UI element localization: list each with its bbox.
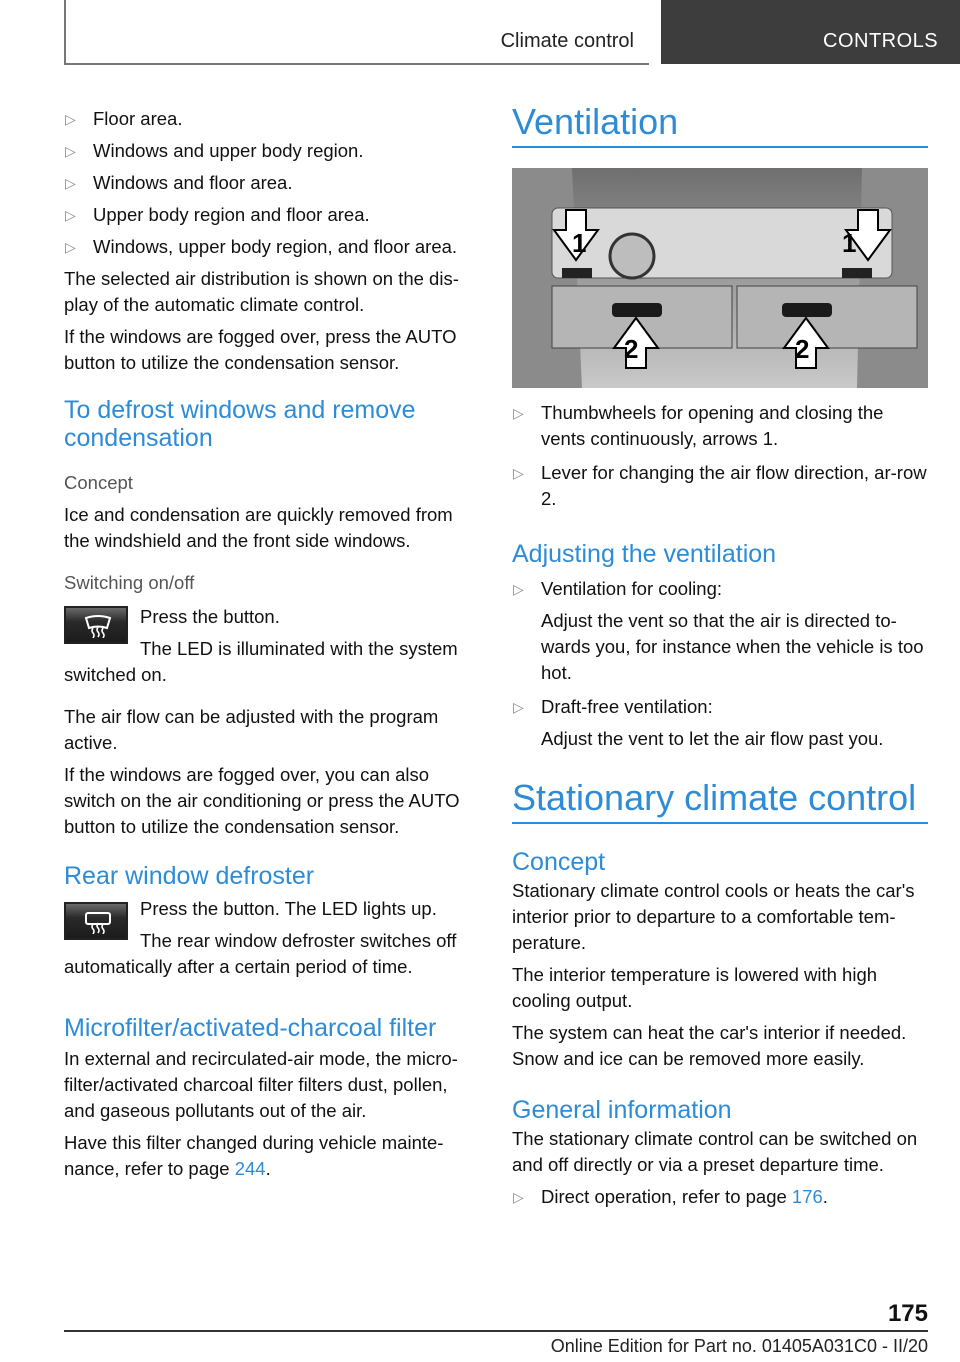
defrost-heading	[64, 396, 480, 452]
callout-2-left: 2	[624, 334, 639, 364]
windshield-defrost-icon	[84, 614, 112, 638]
rear-defroster-block	[64, 896, 480, 980]
bullet-triangle-icon: ▷	[513, 699, 524, 715]
chapter-label: CONTROLS	[823, 30, 939, 52]
defrost-title-line2: condensation	[64, 424, 213, 452]
list-item: ▷ Floor area.	[64, 106, 480, 132]
led-text: The LED is illuminated with the system	[140, 638, 458, 659]
list-item: ▷ Draft-free ventilation: Adjust the vent to let the air flow past you.	[513, 696, 884, 749]
dashboard-vents-illustration	[512, 168, 928, 388]
bullet-triangle-icon: ▷	[513, 1189, 524, 1205]
front-defrost-button-image	[64, 606, 128, 644]
page-link-176[interactable]: 176	[791, 1186, 823, 1207]
bullet-triangle-icon: ▷	[513, 581, 524, 597]
defrost-title-line1: To defrost windows and remove	[64, 396, 416, 424]
switching-heading: Switching on/off	[64, 572, 195, 593]
rear-switches-off-cont: automatically after a certain period of time.	[64, 956, 413, 977]
bullet-triangle-icon: ▷	[65, 239, 76, 255]
defrost-button-block	[64, 604, 480, 688]
ventilation-heading: Ventilation	[512, 101, 679, 142]
paragraph: Stationary climate control cools or heats the car's interior prior to departure to a comfortable tem-perature.	[512, 880, 915, 953]
led-text-cont: switched on.	[64, 664, 167, 685]
list-item: ▷ Windows and upper body region.	[64, 138, 480, 164]
paragraph: In external and recirculated-air mode, the micro-filter/activated charcoal filter filters dust, pollen, and gaseous pollutants out of the air.	[64, 1048, 458, 1121]
paragraph: The selected air distribution is shown on the dis-play of the automatic climate control.	[64, 268, 459, 315]
rear-defrost-button-image	[64, 902, 128, 940]
paragraph: The air flow can be adjusted with the program active.	[64, 706, 439, 753]
bullet-triangle-icon: ▷	[513, 405, 524, 421]
ventilation-photo	[512, 168, 928, 388]
rear-press-text: Press the button. The LED lights up.	[140, 898, 437, 919]
page-link-244[interactable]: 244	[234, 1158, 266, 1179]
paragraph: Ice and condensation are quickly removed from the windshield and the front side windows.	[64, 504, 453, 551]
paragraph: If the windows are fogged over, you can also switch on the air conditioning or press the AUTO button to utilize the condensation sensor.	[64, 764, 460, 837]
rear-defroster-heading: Rear window defroster	[64, 862, 315, 890]
bullet-triangle-icon: ▷	[65, 111, 76, 127]
heading-rule	[512, 822, 928, 824]
list-item: ▷ Lever for changing the air flow direction, ar-row 2.	[513, 462, 927, 509]
list-item: ▷ Upper body region and floor area.	[64, 202, 480, 228]
left-column	[64, 100, 480, 1182]
edition-note: Online Edition for Part no. 01405A031C0 - II/20	[550, 1336, 928, 1356]
header-left-rule	[64, 0, 66, 64]
stationary-heading: Stationary climate control	[512, 777, 917, 818]
list-item: ▷ Direct operation, refer to page 176.	[512, 1184, 928, 1210]
microfilter-heading: Microfilter/activated-charcoal filter	[64, 1014, 437, 1042]
paragraph: The interior temperature is lowered with high cooling output.	[512, 964, 878, 1011]
bullet-triangle-icon: ▷	[65, 175, 76, 191]
stationary-concept-heading: Concept	[512, 848, 606, 876]
list-item: ▷ Windows, upper body region, and floor area.	[64, 234, 480, 260]
page-number: 175	[887, 1300, 928, 1327]
header-section-title: Climate control	[500, 30, 634, 52]
bullet-triangle-icon: ▷	[65, 143, 76, 159]
header-chapter-tab	[661, 0, 960, 64]
paragraph: Have this filter changed during vehicle mainte-nance, refer to page 244.	[64, 1132, 444, 1179]
heading-rule	[512, 146, 928, 148]
list-item: ▷ Ventilation for cooling: Adjust the vent so that the air is directed to-wards you, for instance when the vehicle is too hot.	[513, 578, 924, 683]
list-item: ▷ Thumbwheels for opening and closing the vents continuously, arrows 1.	[513, 402, 884, 449]
rear-window-defrost-icon	[84, 910, 112, 934]
list-item: ▷ Windows and floor area.	[64, 170, 480, 196]
press-button-text: Press the button.	[140, 606, 280, 627]
callout-1-right: 1	[842, 228, 857, 258]
paragraph: The stationary climate control can be switched on and off directly or via a preset departure time.	[512, 1128, 918, 1175]
bullet-triangle-icon: ▷	[65, 207, 76, 223]
paragraph: If the windows are fogged over, press the AUTO button to utilize the condensation sensor.	[64, 326, 457, 373]
adjusting-heading: Adjusting the ventilation	[512, 540, 777, 568]
rear-switches-off-text: The rear window defroster switches off	[140, 930, 457, 951]
paragraph: The system can heat the car's interior if needed. Snow and ice can be removed more easily.	[512, 1022, 907, 1069]
concept-heading: Concept	[64, 472, 133, 493]
header-bottom-rule	[64, 63, 649, 65]
callout-2-right: 2	[795, 334, 810, 364]
footer-rule	[64, 1330, 928, 1332]
general-info-heading: General information	[512, 1096, 732, 1124]
right-column	[512, 100, 928, 1210]
callout-1-left: 1	[572, 228, 587, 258]
bullet-triangle-icon: ▷	[513, 465, 524, 481]
